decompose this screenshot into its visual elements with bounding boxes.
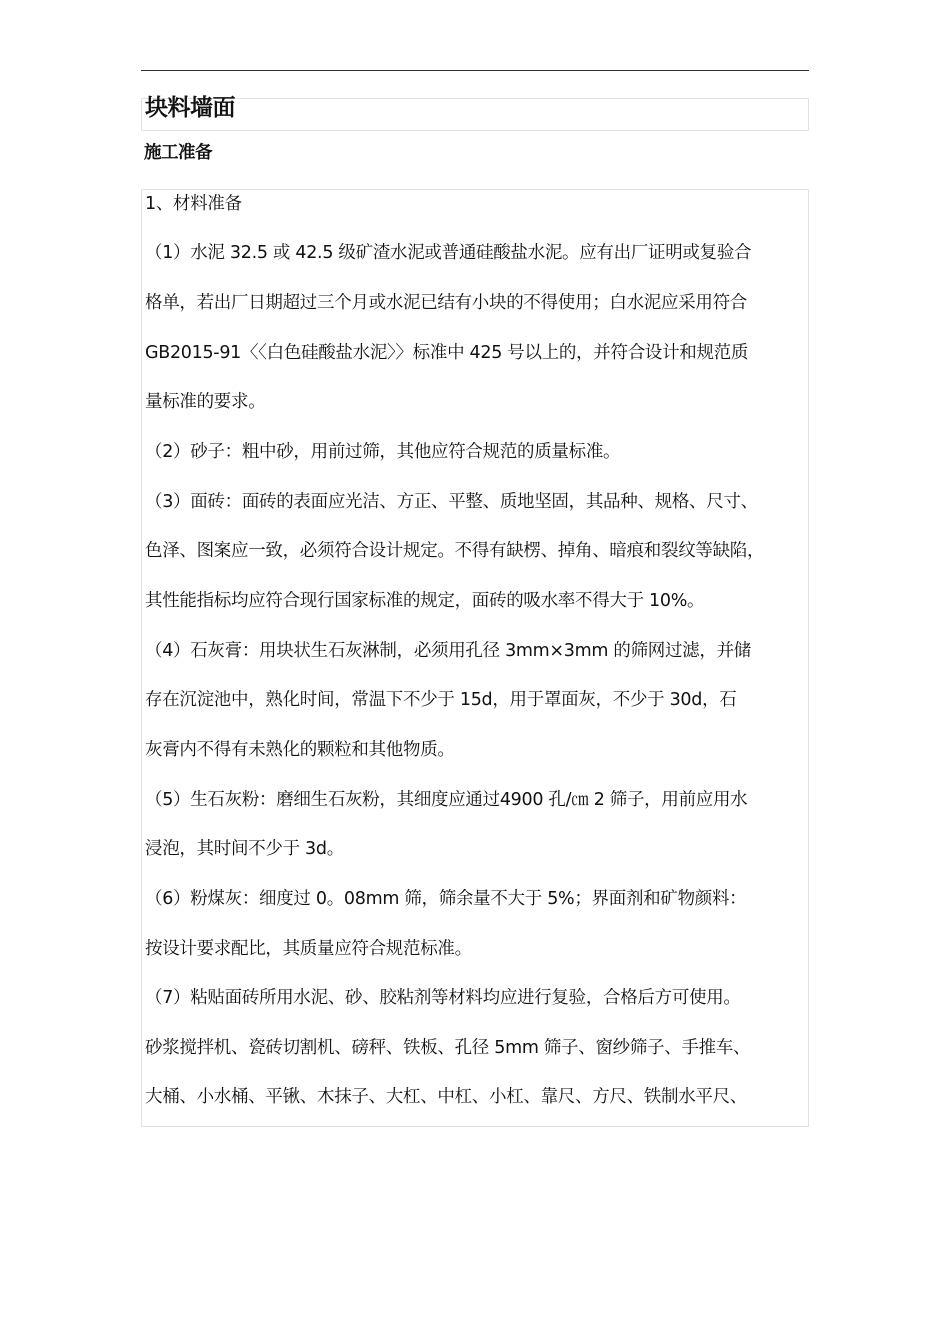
text-line: 按设计要求配比，其质量应符合规范标准。: [145, 939, 472, 959]
section-heading: 施工准备: [144, 143, 212, 163]
text-line: 色泽、图案应一致，必须符合设计规定。不得有缺楞、掉角、暗痕和裂纹等缺陷，: [145, 541, 765, 561]
text-line: 1、材料准备: [145, 194, 242, 214]
text-line: GB2015-91〈〈白色硅酸盐水泥〉〉标准中 425 号以上的，并符合设计和规范质: [145, 343, 749, 363]
text-line: （6）粉煤灰：细度过 0。08mm 筛，筛余量不大于 5%；界面剂和矿物颜料：: [145, 889, 747, 909]
text-line: 大桶、小水桶、平锹、木抹子、大杠、中杠、小杠、靠尺、方尺、铁制水平尺、: [145, 1087, 747, 1107]
text-line: （5）生石灰粉：磨细生石灰粉，其细度应通过4900 孔/㎝ 2 筛子，用前应用水: [145, 790, 748, 810]
text-line: （4）石灰膏：用块状生石灰淋制，必须用孔径 3mm×3mm 的筛网过滤，并储: [145, 641, 751, 661]
text-line: （7）粘贴面砖所用水泥、砂、胶粘剂等材料均应进行复验，合格后方可使用。: [145, 988, 741, 1008]
text-line: 灰膏内不得有未熟化的颗粒和其他物质。: [145, 740, 455, 760]
content-container: [141, 189, 809, 1127]
text-line: （3）面砖：面砖的表面应光洁、方正、平整、质地坚固，其品种、规格、尺寸、: [145, 492, 758, 512]
text-line: 其性能指标均应符合现行国家标准的规定，面砖的吸水率不得大于 10%。: [145, 591, 705, 611]
title-container: [141, 95, 809, 131]
text-line: 量标准的要求。: [145, 392, 266, 412]
text-line: （1）水泥 32.5 或 42.5 级矿渣水泥或普通硅酸盐水泥。应有出厂证明或复验合: [145, 243, 752, 263]
text-line: 格单，若出厂日期超过三个月或水泥已结有小块的不得使用；白水泥应采用符合: [145, 293, 747, 313]
text-line: 砂浆搅拌机、瓷砖切割机、磅秤、铁板、孔径 5mm 筛子、窗纱筛子、手推车、: [145, 1038, 751, 1058]
header-rule: [141, 70, 809, 71]
document-title: 块料墙面: [145, 95, 235, 121]
text-line: 存在沉淀池中，熟化时间，常温下不少于 15d，用于罩面灰，不少于 30d，石: [145, 690, 737, 710]
text-line: （2）砂子：粗中砂，用前过筛，其他应符合规范的质量标准。: [145, 442, 621, 462]
text-line: 浸泡，其时间不少于 3d。: [145, 839, 344, 859]
